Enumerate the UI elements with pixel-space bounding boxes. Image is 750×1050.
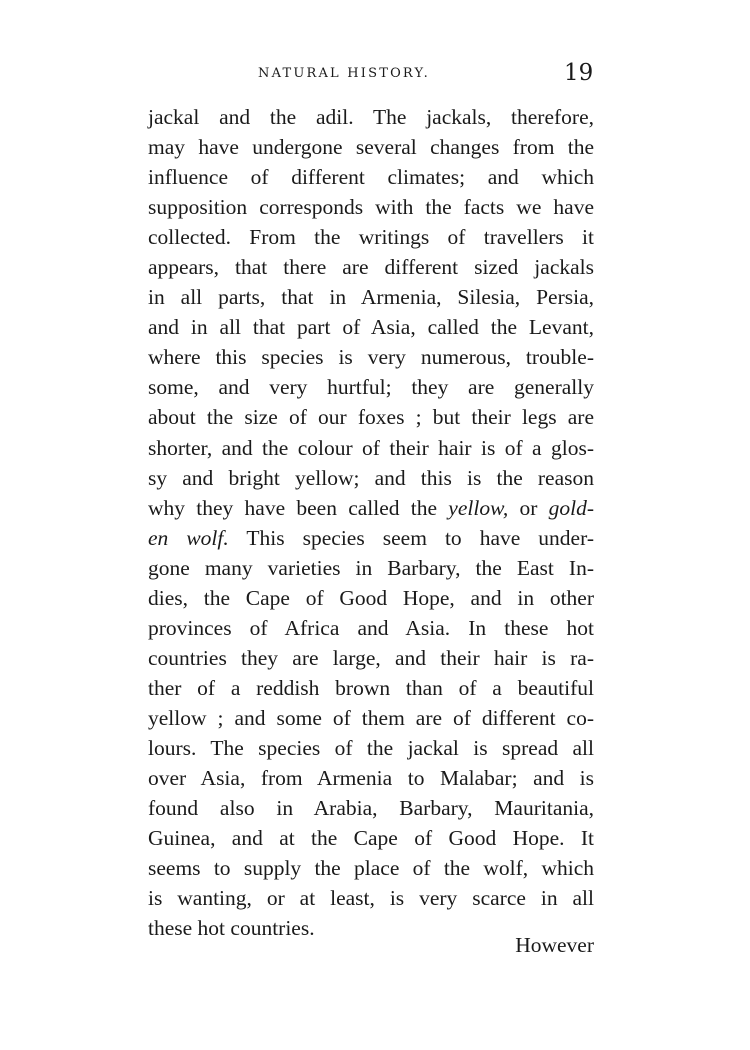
text-line-12: shorter, and the colour of their hair is of a glos- xyxy=(148,435,594,460)
text-line-19: countries they are large, and their hair is ra- xyxy=(148,645,594,670)
text-line-20: ther of a reddish brown than of a beautiful xyxy=(148,675,594,700)
text-line-22: lours. The species of the jackal is spread all xyxy=(148,735,594,760)
text-line-28: these hot countries. xyxy=(148,916,315,941)
text-line-23: over Asia, from Armenia to Malabar; and is xyxy=(148,766,594,791)
running-head-title: NATURAL HISTORY. xyxy=(258,66,430,81)
text-line-26: seems to supply the place of the wolf, which xyxy=(148,856,594,881)
text-line-8: and in all that part of Asia, called the Levant, xyxy=(148,315,594,340)
italic-golden: gold- xyxy=(548,495,594,520)
text-line-25: Guinea, and at the Cape of Good Hope. It xyxy=(148,826,594,851)
text-line-21: yellow ; and some of them are of different co- xyxy=(148,705,594,730)
text-line-10: some, and very hurtful; they are generally xyxy=(148,375,594,400)
body-text xyxy=(148,102,594,943)
text-line-5: collected. From the writings of travellers it xyxy=(148,225,594,250)
text-line-13: sy and bright yellow; and this is the reason xyxy=(148,465,594,490)
text-line-3: influence of different climates; and which xyxy=(148,165,594,190)
text-line-7: in all parts, that in Armenia, Silesia, Persia, xyxy=(148,285,594,310)
text-line-15-rest: This species seem to have under- xyxy=(228,525,594,550)
text-line-2: may have undergone several changes from the xyxy=(148,135,594,160)
text-line-11: about the size of our foxes ; but their legs are xyxy=(148,405,594,430)
text-line-9: where this species is very numerous, trouble- xyxy=(148,345,594,370)
text-line-15 xyxy=(148,523,594,553)
text-line-14-mid: or xyxy=(508,495,549,520)
text-line-16: gone many varieties in Barbary, the East In- xyxy=(148,555,594,580)
text-line-17: dies, the Cape of Good Hope, and in other xyxy=(148,585,594,610)
text-line-14-start: why they have been called the xyxy=(148,495,438,520)
text-line-24: found also in Arabia, Barbary, Mauritania, xyxy=(148,796,594,821)
text-line-1: jackal and the adil. The jackals, therefore, xyxy=(148,105,594,129)
text-line-6: appears, that there are different sized jackals xyxy=(148,255,594,280)
italic-yellow: yellow, xyxy=(448,495,509,520)
italic-en-wolf: en wolf. xyxy=(148,525,229,550)
text-line-14 xyxy=(148,493,594,523)
page-number: 19 xyxy=(564,60,594,86)
text-line-27: is wanting, or at least, is very scarce in all xyxy=(148,886,594,911)
text-line-4: supposition corresponds with the facts we have xyxy=(148,195,594,220)
catchword: However xyxy=(515,933,594,957)
text-line-18: provinces of Africa and Asia. In these hot xyxy=(148,615,594,640)
